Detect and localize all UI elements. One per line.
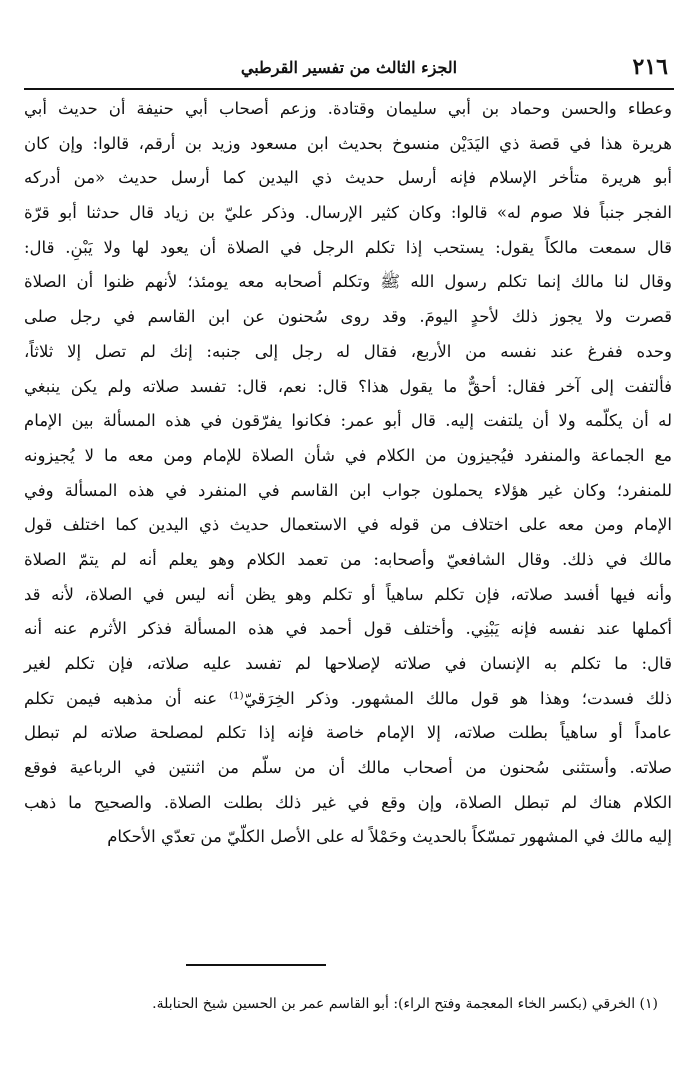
text-line: عامداً أو ساهياً بطلت صلاته، إلا الإمام خاصة فإنه إذا تكلم لمصلحة صلاته لم تبطل: [24, 723, 672, 743]
text-line: له أن يكلّمه ولا أن يلتفت إليه. قال أبو عمر: فكانوا يفرّقون في هذه المسألة بين الإمام: [24, 411, 672, 431]
footnote: (١) الخرقي (بكسر الخاء المعجمة وفتح الراء): أبو القاسم عمر بن الحسين شيخ الحنابلة.: [152, 996, 658, 1012]
text-line: هريرة هذا في قصة ذي اليَدَيْن منسوخ بحديث ابن مسعود وزيد بن أرقم، قالوا: وإن كان: [24, 133, 672, 153]
text-line: أكملها عند نفسه فإنه يَبْنِي. وأختلف قول أحمد في هذه المسألة فذكر الأثرم عنه أنه: [24, 619, 672, 639]
text-line: الإمام ومن معه على اختلاف من قوله في الاستعمال حديث ذي اليدين كما اختلف قول: [24, 515, 672, 535]
text-line: مع الجماعة والمنفرد فيُجيزون من الكلام في شأن الصلاة للإمام ومن معه ما لا يُجيزونه: [24, 445, 672, 465]
text-line: الفجر جنباً فلا صوم له» قالوا: وكان كثير الإرسال. وذكر عليّ بن زياد قال حدثنا أبو قرّة: [24, 203, 672, 223]
text-line: وحده ففرغ عند نفسه من الأربع، فقال له رجل إلى جنبه: إنك لم تصل إلا ثلاثاً،: [24, 341, 672, 361]
text-line: قصرت ولا يجوز ذلك لأحدٍ اليومَ. وقد روى سُحنون عن ابن القاسم في رجل صلى: [24, 307, 672, 327]
text-line: للمنفرد؛ وكان غير هؤلاء يحملون جواب ابن القاسم في المنفرد في هذه المسألة وفي: [24, 480, 672, 500]
page-header: [24, 54, 674, 90]
text-line: قال: ما تكلم به الإنسان في صلاته لإصلاحها لم تفسد عليه صلاته، فإن تكلم لغير: [24, 654, 672, 673]
text-line: وعطاء والحسن وحماد بن أبي سليمان وقتادة. وزعم أصحاب أبي حنيفة أن حديث أبي: [24, 99, 672, 118]
running-title: الجزء الثالث من تفسير القرطبي: [240, 58, 458, 77]
text-line: صلاته. وأستثنى سُحنون من أصحاب مالك أن من سلّم من اثنتين في الرباعية فوقع: [24, 758, 672, 778]
text-line: قال سمعت مالكاً يقول: يستحب إذا تكلم الرجل في الصلاة أن يعود لها ولا يَبْنِ. قال:: [24, 237, 672, 257]
text-line: مالك في ذلك. وقال الشافعيّ وأصحابه: من تعمد الكلام وهو يعلم أنه لم يتمّ الصلاة: [24, 549, 672, 569]
text-line: أبو هريرة متأخر الإسلام فإنه أرسل حديث ذي اليدين كما أرسل حديث «من أدركه: [24, 168, 672, 188]
text-line: وقال لنا مالك إنما تكلم رسول الله ﷺ وتكلم أصحابه معه يومئذ؛ لأنهم ظنوا أن الصلاة: [24, 272, 672, 292]
text-line: فألتفت إلى آخر فقال: أحقٌّ ما يقول هذا؟ قال: نعم، قال: تفسد صلاته ولم يكن ينبغي: [24, 376, 672, 396]
page-number: ٢١٦: [632, 54, 668, 80]
text-line: الكلام هناك لم تبطل الصلاة، وإن وقع في غير ذلك بطلت الصلاة. والصحيح ما ذهب: [24, 792, 672, 812]
body-text: [24, 92, 672, 855]
text-line: ذلك فسدت؛ وهذا هو قول مالك المشهور. وذكر الخِرَقيّ⁽¹⁾ عنه أن مذهبه فيمن تكلم: [24, 688, 672, 708]
text-line: إليه مالك في المشهور تمسّكاً بالحديث وحَمْلاً له على الأصل الكلّيّ من تعدّي الأحكام: [107, 827, 672, 847]
footnote-divider: [186, 964, 326, 966]
text-line: وأنه فيها أفسد صلاته، فإن تكلم ساهياً أو تكلم وهو يظن أنه ليس في الصلاة، لأنه قد: [24, 584, 672, 604]
